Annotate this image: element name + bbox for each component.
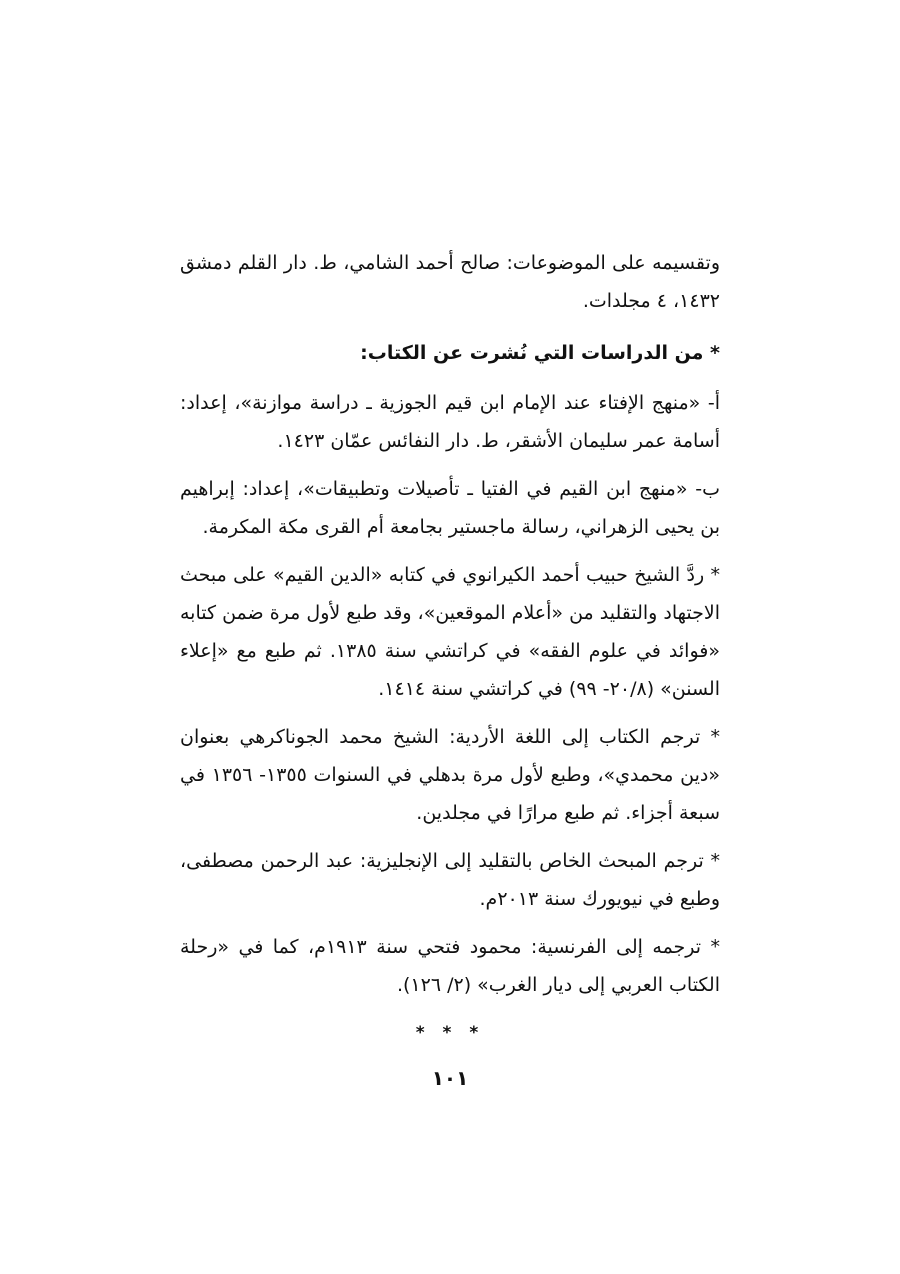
french-translation-paragraph: * ترجمه إلى الفرنسية: محمود فتحي سنة ١٩١٣م، كما في «رحلة الكتاب العربي إلى ديار الغرب» (٢/ ١٢٦). (180, 936, 720, 996)
continuation-paragraph: وتقسيمه على الموضوعات: صالح أحمد الشامي، ط. دار القلم دمشق ١٤٣٢، ٤ مجلدات. (180, 252, 720, 312)
section-separator: * * * (415, 1023, 485, 1043)
study-b-paragraph: ب- «منهج ابن القيم في الفتيا ـ تأصيلات وتطبيقات»، إعداد: إبراهيم بن يحيى الزهراني، رسالة ماجستير بجامعة أم القرى مكة المكرمة. (180, 478, 720, 538)
english-translation-paragraph: * ترجم المبحث الخاص بالتقليد إلى الإنجليزية: عبد الرحمن مصطفى، وطبع في نيويورك سنة ٢٠١٣م. (180, 850, 720, 910)
studies-heading: * من الدراسات التي نُشرت عن الكتاب: (360, 342, 720, 364)
page-body (180, 244, 720, 1052)
page-number: ١٠١ (431, 1066, 469, 1090)
rebuttal-paragraph: * ردَّ الشيخ حبيب أحمد الكيرانوي في كتابه «الدين القيم» على مبحث الاجتهاد والتقليد من «أعلام الموقعين»، وقد طبع لأول مرة ضمن كتابه «فوائد في علوم الفقه» في كراتشي سنة ١٣٨٥. ثم طبع مع «إعلاء السنن» (٢٠/٨- ٩٩) في كراتشي سنة ١٤١٤. (180, 564, 720, 700)
urdu-translation-paragraph: * ترجم الكتاب إلى اللغة الأردية: الشيخ محمد الجوناكرهي بعنوان «دين محمدي»، وطبع لأول مرة بدهلي في السنوات ١٣٥٥- ١٣٥٦ في سبعة أجزاء. ثم طبع مرارًا في مجلدين. (180, 726, 720, 824)
study-a-paragraph: أ- «منهج الإفتاء عند الإمام ابن قيم الجوزية ـ دراسة موازنة»، إعداد: أسامة عمر سليمان الأشقر، ط. دار النفائس عمّان ١٤٢٣. (180, 392, 720, 452)
